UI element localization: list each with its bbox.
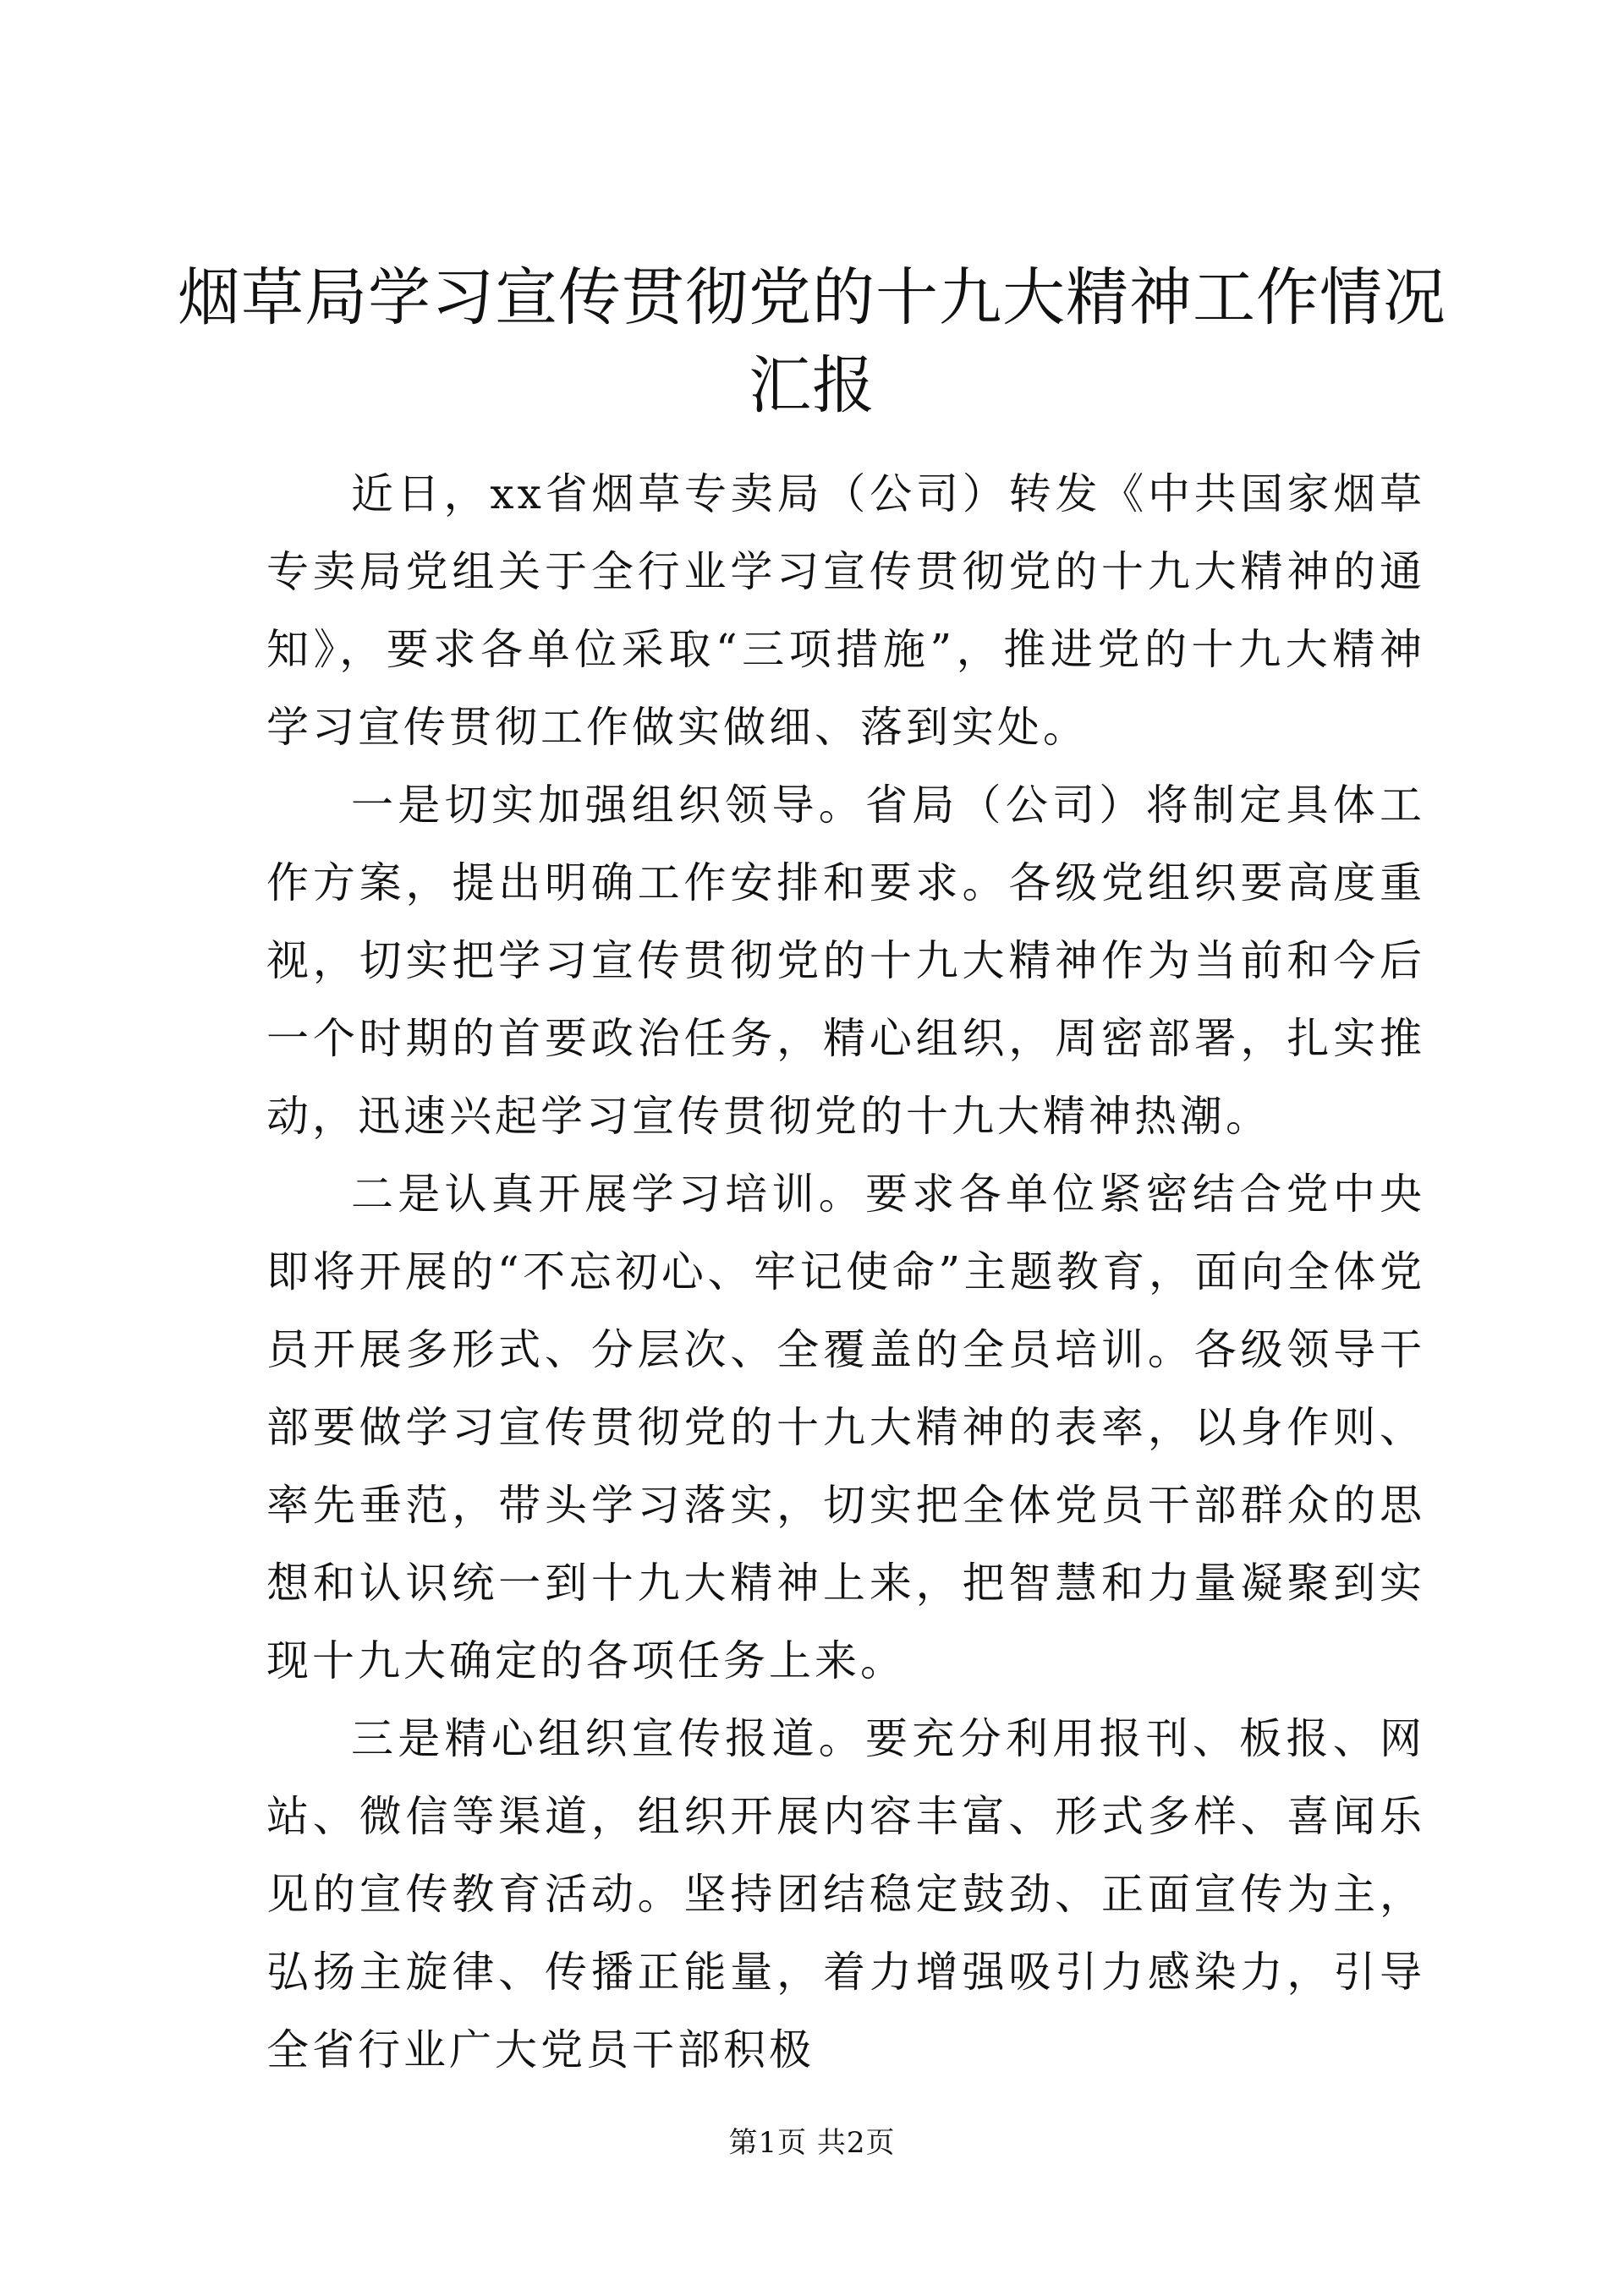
paragraph-intro: 近日，xx省烟草专卖局（公司）转发《中共国家烟草专卖局党组关于全行业学习宣传贯彻党的十九大精神的通知》，要求各单位采取“三项措施”，推进党的十九大精神学习宣传贯彻工作做实做细、落到实处。 [266, 469, 1425, 752]
page-footer: 第1页 共2页 [728, 2126, 896, 2160]
paragraph-point-three: 三是精心组织宣传报道。要充分利用报刊、板报、网站、微信等渠道，组织开展内容丰富、形式多样、喜闻乐见的宣传教育活动。坚持团结稳定鼓劲、正面宣传为主，弘扬主旋律、传播正能量，着力增强吸引力感染力，引导全省行业广大党员干部积极 [266, 1714, 1425, 2074]
paragraph-point-two: 二是认真开展学习培训。要求各单位紧密结合党中央即将开展的“不忘初心、牢记使命”主题教育，面向全体党员开展多形式、分层次、全覆盖的全员培训。各级领导干部要做学习宣传贯彻党的十九大精神的表率，以身作则、率先垂范，带头学习落实，切实把全体党员干部群众的思想和认识统一到十九大精神上来，把智慧和力量凝聚到实现十九大确定的各项任务上来。 [266, 1170, 1425, 1685]
document-body [266, 455, 1425, 2089]
paragraph-point-one: 一是切实加强组织领导。省局（公司）将制定具体工作方案，提出明确工作安排和要求。各级党组织要高度重视，切实把学习宣传贯彻党的十九大精神作为当前和今后一个时期的首要政治任务，精心组织，周密部署，扎实推动，迅速兴起学习宣传贯彻党的十九大精神热潮。 [266, 781, 1425, 1141]
page-title: 烟草局学习宣传贯彻党的十九大精神工作情况汇报 [178, 261, 1446, 422]
